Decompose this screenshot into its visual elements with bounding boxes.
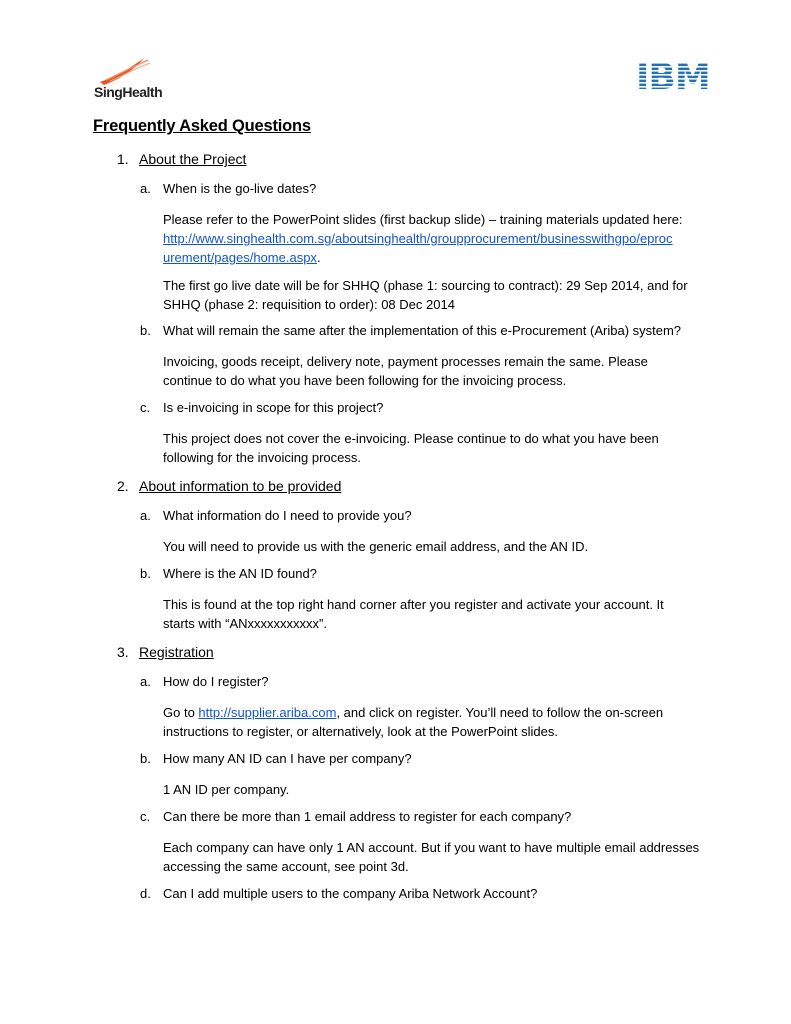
ibm-logo <box>636 58 712 93</box>
answer-2b <box>163 595 723 633</box>
singhealth-wordmark: SingHealth <box>94 84 163 100</box>
section-heading-2 <box>117 478 341 494</box>
question-letter: b. <box>140 751 151 766</box>
question-text: When is the go-live dates? <box>163 181 317 196</box>
section-heading-3 <box>117 644 214 660</box>
page-title: Frequently Asked Questions <box>93 117 311 135</box>
answer-text: Go to <box>163 705 199 720</box>
singhealth-logo <box>92 56 172 101</box>
section-number: 2. <box>117 478 129 494</box>
answer-text: SHHQ (phase 2: requisition to order): 08 Dec 2014 <box>163 297 455 312</box>
answer-3a <box>163 703 723 741</box>
question-text: Is e-invoicing in scope for this project? <box>163 400 384 415</box>
singhealth-procurement-link-cont[interactable]: urement/pages/home.aspx <box>163 250 317 265</box>
answer-text: 1 AN ID per company. <box>163 782 290 797</box>
question-3a <box>140 674 269 689</box>
question-3b <box>140 751 412 766</box>
answer-text: Each company can have only 1 AN account. But if you want to have multiple email addresses <box>163 840 700 855</box>
answer-1a-p2 <box>163 276 723 314</box>
question-letter: c. <box>140 400 151 415</box>
question-3d <box>140 886 537 901</box>
question-text: How many AN ID can I have per company? <box>163 751 412 766</box>
punctuation: . <box>316 250 321 265</box>
section-label: Registration <box>139 644 214 660</box>
answer-text: Please refer to the PowerPoint slides (first backup slide) – training materials updated here: <box>163 212 683 227</box>
answer-1c <box>163 429 723 467</box>
answer-text: following for the invoicing process. <box>163 450 361 465</box>
answer-1a-p1 <box>163 210 723 267</box>
question-1c <box>140 400 383 415</box>
question-letter: c. <box>140 809 151 824</box>
question-text: Can I add multiple users to the company Ariba Network Account? <box>163 886 538 901</box>
question-letter: d. <box>140 886 151 901</box>
answer-1b <box>163 352 723 390</box>
question-letter: a. <box>140 508 151 523</box>
question-1b <box>140 323 681 338</box>
section-label: About the Project <box>139 151 247 167</box>
question-letter: a. <box>140 181 151 196</box>
section-heading-1 <box>117 151 246 167</box>
question-letter: b. <box>140 323 151 338</box>
singhealth-procurement-link[interactable]: http://www.singhealth.com.sg/aboutsinghealth/groupprocurement/businesswithgpo/eproc <box>163 231 673 246</box>
question-text: How do I register? <box>163 674 269 689</box>
answer-3b <box>163 780 723 799</box>
answer-text: starts with “ANxxxxxxxxxxx”. <box>163 616 327 631</box>
ariba-supplier-link[interactable]: http://supplier.ariba.com <box>198 705 337 720</box>
answer-text: Invoicing, goods receipt, delivery note, payment processes remain the same. Please <box>163 354 648 369</box>
question-letter: a. <box>140 674 151 689</box>
question-text: What will remain the same after the implementation of this e-Procurement (Ariba) system? <box>163 323 682 338</box>
question-text: Where is the AN ID found? <box>163 566 317 581</box>
question-2a <box>140 508 412 523</box>
section-label: About information to be provided <box>139 478 342 494</box>
answer-text: , and click on register. You’ll need to follow the on-screen <box>336 705 664 720</box>
question-1a <box>140 181 316 196</box>
section-number: 3. <box>117 644 129 660</box>
answer-text: accessing the same account, see point 3d. <box>163 859 409 874</box>
answer-text: continue to do what you have been following for the invoicing process. <box>163 373 567 388</box>
question-letter: b. <box>140 566 151 581</box>
question-text: What information do I need to provide you? <box>163 508 412 523</box>
answer-text: instructions to register, or alternatively, look at the PowerPoint slides. <box>163 724 559 739</box>
answer-text: This project does not cover the e-invoicing. Please continue to do what you have been <box>163 431 659 446</box>
answer-2a <box>163 537 723 556</box>
question-2b <box>140 566 317 581</box>
answer-text: The first go live date will be for SHHQ (phase 1: sourcing to contract): 29 Sep 2014, and for <box>163 278 688 293</box>
answer-text: This is found at the top right hand corner after you register and activate your account. It <box>163 597 664 612</box>
answer-text: You will need to provide us with the generic email address, and the AN ID. <box>163 539 589 554</box>
answer-3c <box>163 838 723 876</box>
question-text: Can there be more than 1 email address to register for each company? <box>163 809 572 824</box>
section-number: 1. <box>117 151 129 167</box>
question-3c <box>140 809 571 824</box>
